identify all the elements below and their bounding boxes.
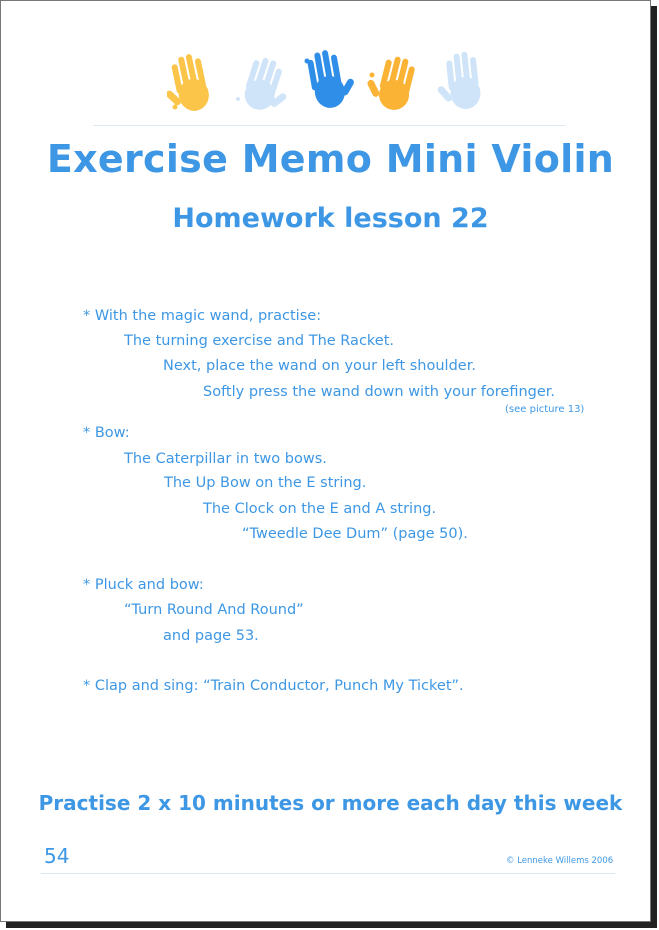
wand-line-3: Softly press the wand down with your forefinger. (203, 384, 556, 400)
wand-line-2: Next, place the wand on your left shoulder. (163, 358, 476, 374)
bow-heading: * Bow: (83, 425, 130, 441)
hand-icon (301, 47, 357, 115)
picture-reference-note: (see picture 13) (505, 404, 585, 415)
pluck-line-2: and page 53. (163, 628, 259, 644)
page-shadow-right (651, 6, 657, 928)
wand-line-1: The turning exercise and The Racket. (124, 333, 395, 349)
hand-icon (233, 55, 289, 117)
header-divider (93, 125, 565, 126)
wand-heading: * With the magic wand, practise: (83, 308, 322, 324)
hand-prints-banner (161, 45, 501, 121)
pluck-heading: * Pluck and bow: (83, 577, 204, 593)
bow-line-4: “Tweedle Dee Dum” (page 50). (242, 526, 468, 542)
page-shadow-bottom (6, 922, 657, 928)
hand-icon (437, 49, 493, 115)
bow-line-2: The Up Bow on the E string. (164, 475, 367, 491)
pluck-line-1: “Turn Round And Round” (124, 602, 304, 618)
page-subtitle: Homework lesson 22 (172, 203, 489, 234)
hand-icon (366, 53, 424, 117)
clap-heading: * Clap and sing: “Train Conductor, Punch My Ticket”. (83, 678, 464, 694)
hand-icon (167, 51, 219, 117)
bow-line-3: The Clock on the E and A string. (203, 501, 437, 517)
copyright-notice: © Lenneke Willems 2006 (506, 856, 614, 866)
practise-reminder: Practise 2 x 10 minutes or more each day this week (38, 791, 623, 815)
bow-line-1: The Caterpillar in two bows. (124, 451, 327, 467)
page-number: 54 (44, 844, 70, 868)
page-title: Exercise Memo Mini Violin (46, 137, 615, 181)
footer-divider (41, 873, 615, 874)
